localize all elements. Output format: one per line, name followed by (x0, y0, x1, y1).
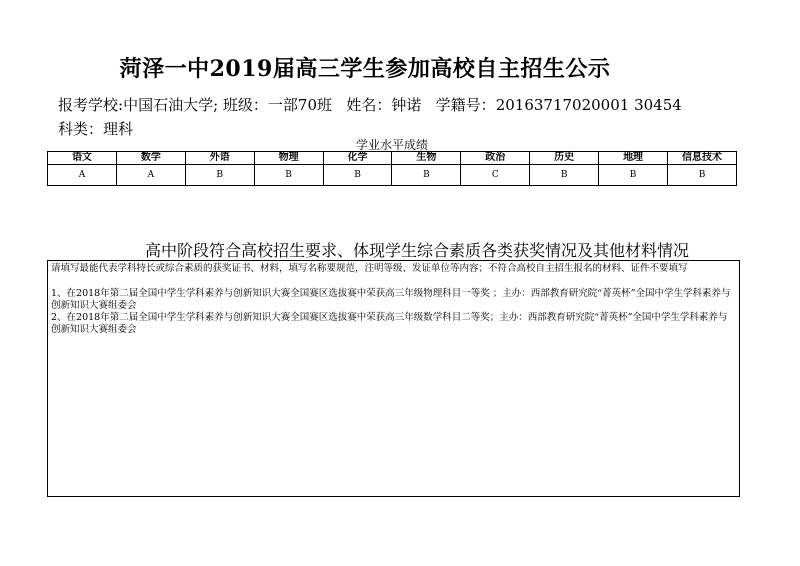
class-value: 一部70班 (267, 96, 333, 114)
class-label: 班级： (222, 96, 268, 114)
grade-header: 外语 (185, 152, 254, 165)
grade-value: B (599, 165, 668, 186)
name-label: 姓名： (346, 96, 392, 114)
grade-value: B (668, 165, 737, 186)
grade-header: 生物 (392, 152, 461, 165)
awards-section-title: 高中阶段符合高校招生要求、体现学生综合素质各类获奖情况及其他材料情况 (144, 241, 689, 260)
grade-value: B (254, 165, 323, 186)
grades-table (47, 151, 737, 186)
student-id-value: 20163717020001 30454 (495, 96, 682, 114)
grade-value: B (185, 165, 254, 186)
grade-value: B (392, 165, 461, 186)
grade-header: 政治 (461, 152, 530, 165)
subject-category-value: 理科 (103, 120, 134, 138)
student-id-label: 学籍号： (435, 96, 496, 114)
grade-header: 信息技术 (668, 152, 737, 165)
awards-box (47, 260, 740, 497)
grade-header: 物理 (254, 152, 323, 165)
grade-value: A (48, 165, 117, 186)
school-label: 报考学校: (58, 96, 124, 114)
grade-value: A (116, 165, 185, 186)
subject-category-label: 科类： (58, 120, 104, 138)
grades-header-row (48, 152, 737, 165)
award-item: 1、在2018年第二届全国中学生学科素养与创新知识大赛全国赛区选拔赛中荣获高三年级物理科目一等奖 ；主办：西部教育研究院“菁英杯”全国中学生学科素养与创新知识大赛组委会 (51, 288, 731, 311)
grades-title: 学业水平成绩 (355, 138, 428, 152)
grade-value: B (323, 165, 392, 186)
grade-header: 地理 (599, 152, 668, 165)
page-title: 菏泽一中2019届高三学生参加高校自主招生公示 (119, 56, 611, 82)
school-value: 中国石油大学; (123, 96, 219, 114)
grade-header: 化学 (323, 152, 392, 165)
grade-header: 历史 (530, 152, 599, 165)
grade-header: 数学 (116, 152, 185, 165)
name-value: 钟诺 (391, 96, 422, 114)
grades-value-row (48, 165, 737, 186)
applicant-info (58, 94, 682, 115)
awards-instruction: 请填写最能代表学科特长或综合素质的获奖证书、材料，填写名称要规范，注明等级、发证单位等内容；不符合高校自主招生报名的材料、证件不要填写 (51, 263, 688, 274)
grade-value: C (461, 165, 530, 186)
grade-value: B (530, 165, 599, 186)
grade-header: 语文 (48, 152, 117, 165)
award-item: 2、在2018年第二届全国中学生学科素养与创新知识大赛全国赛区选拔赛中荣获高三年级数学科目二等奖；主办：西部教育研究院“菁英杯”全国中学生学科素养与创新知识大赛组委会 (51, 312, 728, 335)
